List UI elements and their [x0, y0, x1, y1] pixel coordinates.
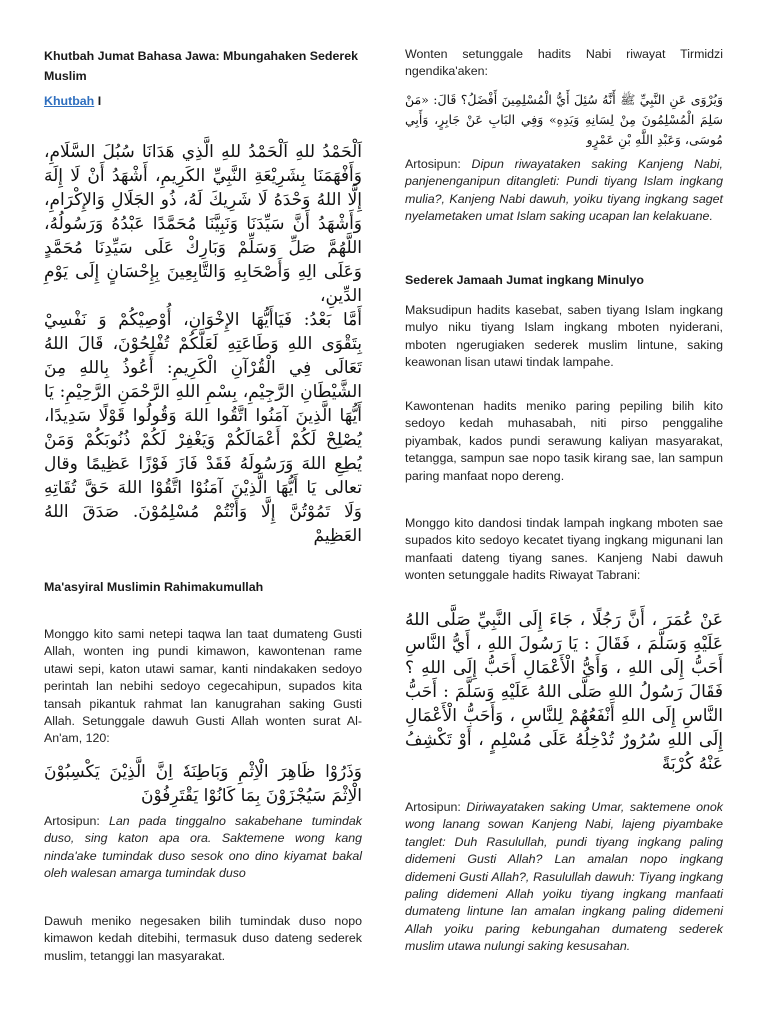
translation-text-1: Lan pada tinggalno sakabehane tumindak duso, sing katon apa ora. Saktemene wong kang ninda'ake tumindak duso sesok ono dino kiyamat bakal oleh walesan amarga tumindak duso [44, 814, 362, 881]
translation-paragraph-2 [405, 156, 723, 226]
translation-paragraph-1 [44, 813, 362, 883]
breadcrumb [44, 94, 101, 108]
translation-paragraph-3 [405, 799, 723, 956]
hadith-arabic-text-1: وَيُرْوَى عَنِ النَّبِيِّ ﷺ أَنَّهُ سُئِلَ أَيُّ الْمُسْلِمِينَ أَفْضَلُ؟ قَالَ: «مَنْ سَلِمَ الْمُسْلِمُونَ مِنْ لِسَانِهِ وَيَدِهِ» وَفِي البَابِ عَنْ جَابِرٍ، وَأَبِي مُوسَى، وَعَبْدِ اللَّهِ بْنِ عَمْرٍو [405, 92, 723, 147]
artosipun-label: Artosipun: [44, 814, 109, 828]
paragraph-monggo: Monggo kito dandosi tindak lampah ingkang mboten sae supados kito sedoyo kecatet tiyang ingkang migunani lan manfaati dateng tiyang sanes. Kanjeng Nabi dawuh wonten setunggale hadits Riwayat Tabrani: [405, 516, 723, 583]
translation-text-3: Diriwayataken saking Umar, saktemene onok wong lanang sowan Kanjeng Nabi, lajeng piyambake tanglet: Duh Rasulullah, pundi tiyang ingkang paling didemeni Gusti Allah? Lan amalan nopo ingkang didemeni Gusti Allah?, Rasulullah dawuh: Tiyang ingkang paling didemeni Allah yoiku tiyang ingkang manfaati dumateng lintune lan amalan ingkang paling didemeni Allah yoiku paring kebungahan dumateng sederek muslim utawa nulungi saking kesusahan. [405, 800, 723, 954]
amma-arabic-text: أَمَّا بَعْدُ: فَيَاأَيُّهَا الإِخْوَانِ، أُوْصِيْكُمْ وَ نَفْسِيْ بِتَقْوَى اللهِ وَطَاعَتِهِ لَعَلَّكُمْ تُفْلِحُوْنَ، قَالَ اللهُ تَعَالَى فِي الْقُرْآنِ الْكَرِيمِ: أَعُوذُ بِاللهِ مِنَ الشَّيْطَانِ الرَّجِيْمِ، بِسْمِ اللهِ الرَّحْمَنِ الرَّحِيْمِ: يَا أَيُّهَا الَّذِينَ آمَنُوا اتَّقُوا اللهَ وَقُولُوا قَوْلًا سَدِيدًا، يُصْلِحْ لَكُمْ أَعْمَالَكُمْ وَيَغْفِرْ لَكُمْ ذُنُوبَكُمْ وَمَنْ يُطِعِ اللهَ وَرَسُولَهُ فَقَدْ فَازَ فَوْزًا عَظِيمًا وقال تعالى يَا أَيُّهَا الَّذِيْنَ آمَنُوْا اتَّقُوْا اللهَ حَقَّ تُقَاتِهِ وَلَا تَمُوْتُنَّ إِلَّا وَأَنْتُمْ مُسْلِمُوْنَ. صَدَقَ اللهُ العَظِيمْ [44, 310, 362, 546]
page-title: Khutbah Jumat Bahasa Jawa: Mbungahaken Sederek Muslim [44, 49, 358, 83]
paragraph-taqwa: Monggo kito sami netepi taqwa lan taat dumateng Gusti Allah, wonten ing pundi kimawon, kawontenan rame utawi sepi, katon utawi samar, kanti nindakaken sedoyo perintah lan nebihi sedoyo cegecahipun, supados kita tansah pikantuk rahmat lan kanugrahan saking Gusti Allah. Setunggale dawuh Gusti Allah wonten surat Al-An'am, 120: [44, 627, 362, 746]
paragraph-kawontenan: Kawontenan hadits meniko paring pepiling bilih kito sedoyo kedah muhasabah, niti pirso penggalihe piyambak, kados pundi serawung kaliyan masyarakat, tetangga, sampun sae nopo tasik kirang sae, lan sampun paring manfaat nopo dereng. [405, 399, 723, 483]
breadcrumb-suffix: I [94, 94, 102, 108]
artosipun-label: Artosipun: [405, 157, 472, 171]
artosipun-label: Artosipun: [405, 800, 467, 814]
paragraph-hadith-intro: Wonten setunggale hadits Nabi riwayat Tirmidzi ngendika'aken: [405, 47, 723, 79]
translation-text-2: Dipun riwayataken saking Kanjeng Nabi, panjenenganipun ditangleti: Pundi tiyang Islam ingkang mulia?, Kanjeng Nabi dawuh, yoiku tiyang ingkang saget nyelametaken umat Islam saking ucapan lan kelakuane. [405, 157, 723, 224]
paragraph-maksudipun: Maksudipun hadits kasebat, saben tiyang Islam ingkang mulyo niku tiyang Islam ingkang mboten nyiderani, mboten ngerugiaken sederek muslim lintune, saking keawonan lisan utawi tindak lampahe. [405, 303, 723, 370]
section-heading-sederek: Sederek Jamaah Jumat ingkang Minulyo [405, 273, 644, 287]
verse-arabic-text: وَذَرُوْا ظَاهِرَ الْاِثْمِ وَبَاطِنَهٗ اِنَّ الَّذِيْنَ يَكْسِبُوْنَ الْاِثْمَ سَيُجْزَوْنَ بِمَا كَانُوْا يَقْتَرِفُوْنَ [44, 762, 362, 806]
khutbah-link[interactable]: Khutbah [44, 94, 95, 108]
paragraph-dawuh: Dawuh meniko negesaken bilih tumindak duso nopo kimawon kedah ditebihi, termasuk duso dateng sederek muslim, tetanggi lan masyarakat. [44, 914, 362, 963]
hadith-arabic-text-2: عَنْ عُمَرَ ، أَنَّ رَجُلًا ، جَاءَ إِلَى النَّبِيِّ صَلَّى اللهُ عَلَيْهِ وَسَلَّمَ ، فَقَالَ : يَا رَسُولَ اللهِ ، أَيُّ النَّاسِ أَحَبُّ إِلَى اللهِ ، وَأَيُّ الْأَعْمَالِ أَحَبُّ إِلَى اللهِ ؟ فَقَالَ رَسُولُ اللهِ صَلَّى اللهُ عَلَيْهِ وَسَلَّمَ : أَحَبُّ النَّاسِ إِلَى اللهِ أَنْفَعُهُمْ لِلنَّاسِ ، وَأَحَبُّ الْأَعْمَالِ إِلَى اللهِ سُرُورٌ تُدْخِلُهُ عَلَى مُسْلِمٍ ، أَوْ تَكْشِفُ عَنْهُ كُرْبَةً [405, 610, 723, 774]
opening-arabic-text: اَلْحَمْدُ للهِ اَلْحَمْدُ للهِ الَّذِي هَدَانَا سُبُلَ السَّلَامِ، وَأَفْهَمَنَا بِشَرِيْعَةِ النَّبِيِّ الكَرِيمِ، أَشْهَدُ أَنْ لَا إِلَهَ إِلَّا اللهُ وَحْدَهُ لَا شَرِيكَ لَهُ، ذُو الجَلَالِ وَالإِكْرَامِ، وَأَشْهَدُ أَنَّ سَيِّدَنَا وَنَبِيَّنَا مُحَمَّدًا عَبْدُهُ وَرَسُولُهُ، اللَّهُمَّ صَلِّ وَسَلِّمْ وَبَارِكْ عَلَى سَيِّدِنَا مُحَمَّدٍ وَعَلَى الِهِ وَأَصْحَابِهِ وَالتَّابِعِينَ بِإِحْسَانٍ إِلَى يَوْمِ الدِّينِ، [44, 142, 362, 306]
section-heading-maasyiral: Ma'asyiral Muslimin Rahimakumullah [44, 580, 264, 594]
